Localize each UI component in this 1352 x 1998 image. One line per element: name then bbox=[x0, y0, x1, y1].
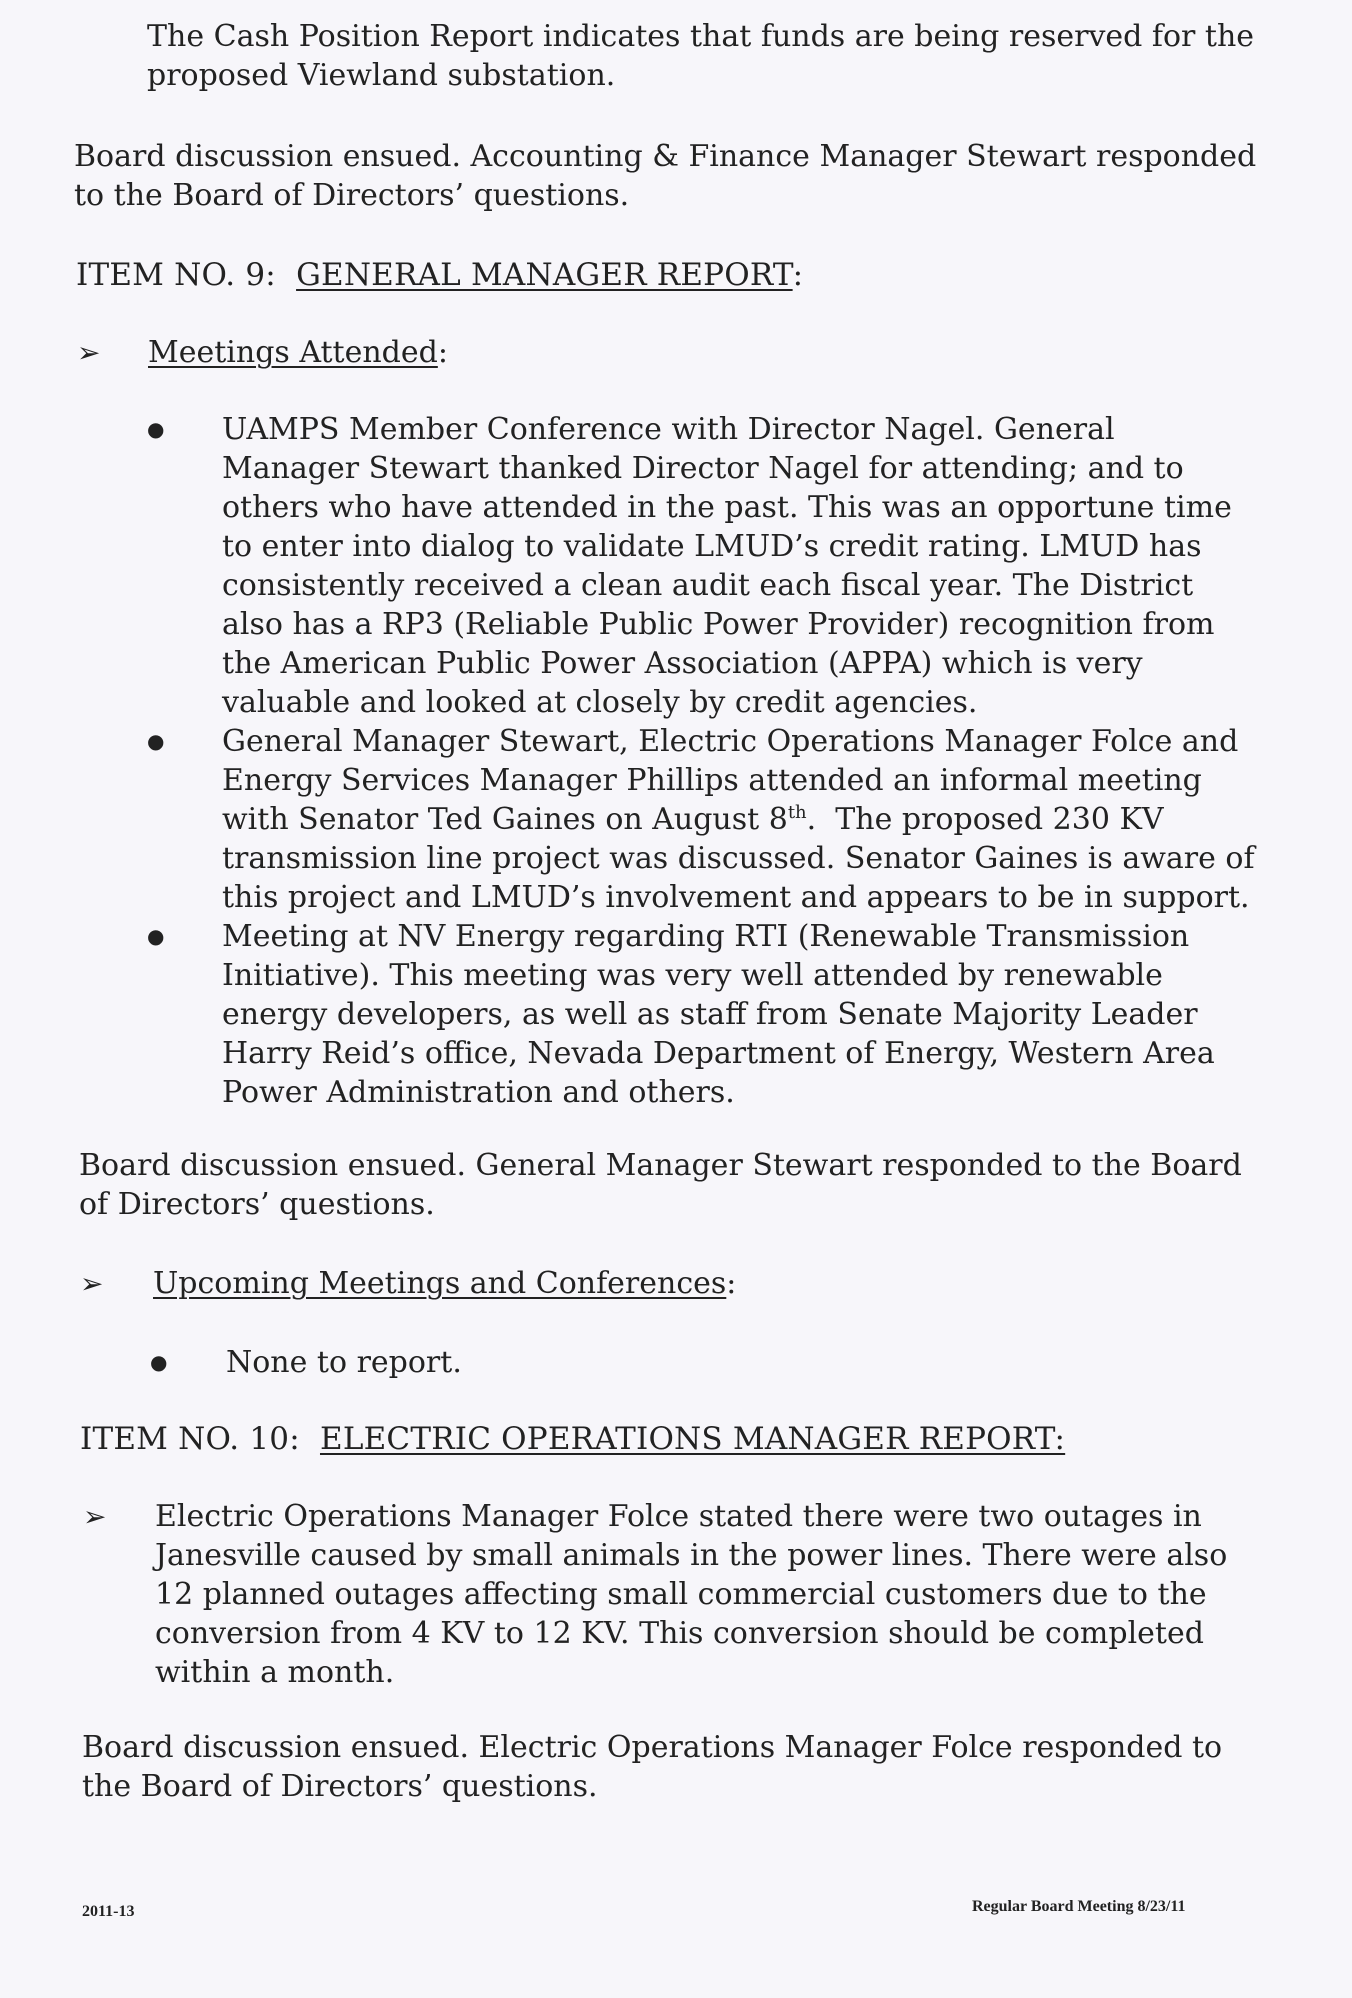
text-line: energy developers, as well as staff from Senate Majority Leader bbox=[222, 997, 1198, 1032]
text-line: the American Public Power Association (APPA) which is very bbox=[222, 646, 1143, 681]
meetings-attended-label bbox=[148, 333, 448, 372]
upcoming-meetings-title: Upcoming Meetings and Conferences bbox=[153, 1266, 727, 1301]
text-line: The Cash Position Report indicates that funds are being reserved for the bbox=[147, 19, 1255, 54]
upcoming-meetings-label bbox=[153, 1264, 736, 1303]
text-line: proposed Viewland substation. bbox=[147, 58, 616, 93]
text-line: Board discussion ensued. Electric Operations Manager Folce responded to bbox=[82, 1730, 1223, 1765]
text-line: Board discussion ensued. Accounting & Finance Manager Stewart responded bbox=[74, 139, 1257, 174]
text-line: within a month. bbox=[155, 1655, 395, 1690]
item-10-prefix: ITEM NO. 10: bbox=[80, 1421, 320, 1457]
finance-discussion-paragraph bbox=[74, 137, 1256, 215]
text-line: Janesville caused by small animals in the power lines. There were also bbox=[155, 1538, 1228, 1573]
text-fragment: with Senator Ted Gaines on August 8 bbox=[222, 802, 788, 837]
cash-position-paragraph bbox=[147, 17, 1254, 95]
text-line: UAMPS Member Conference with Director Nagel. General bbox=[222, 412, 1115, 447]
bullet-dot-icon: ● bbox=[147, 417, 165, 441]
text-line: Harry Reid’s office, Nevada Department of Energy, Western Area bbox=[222, 1036, 1215, 1071]
text-line: to enter into dialog to validate LMUD’s credit rating. LMUD has bbox=[222, 529, 1202, 564]
text-line: others who have attended in the past. This was an opportune time bbox=[222, 490, 1232, 525]
text-line: Meeting at NV Energy regarding RTI (Renewable Transmission bbox=[222, 919, 1190, 954]
arrow-bullet-icon: ➢ bbox=[77, 336, 101, 369]
text-line: to the Board of Directors’ questions. bbox=[74, 178, 630, 213]
text-line: of Directors’ questions. bbox=[79, 1187, 435, 1222]
text-line: valuable and looked at closely by credit agencies. bbox=[222, 685, 978, 720]
meetings-attended-suffix: : bbox=[437, 335, 448, 370]
upcoming-meetings-suffix: : bbox=[726, 1266, 737, 1301]
upcoming-none-item: None to report. bbox=[226, 1345, 462, 1380]
bullet-dot-icon: ● bbox=[147, 924, 165, 948]
item-9-title: GENERAL MANAGER REPORT bbox=[296, 257, 793, 293]
meetings-attended-title: Meetings Attended bbox=[148, 335, 438, 370]
footer-meeting-date: Regular Board Meeting 8/23/11 bbox=[972, 1898, 1186, 1915]
text-line bbox=[222, 800, 1255, 839]
text-line: Energy Services Manager Phillips attended an informal meeting bbox=[222, 763, 1202, 798]
arrow-bullet-icon: ➢ bbox=[83, 1500, 107, 1533]
arrow-bullet-icon: ➢ bbox=[80, 1267, 104, 1300]
item-9-heading bbox=[76, 255, 803, 295]
text-line: consistently received a clean audit each fiscal year. The District bbox=[222, 568, 1194, 603]
bullet-dot-icon: ● bbox=[150, 1350, 168, 1374]
ordinal-suffix: th bbox=[787, 802, 807, 823]
text-line: conversion from 4 KV to 12 KV. This conversion should be completed bbox=[155, 1616, 1204, 1651]
item-10-heading bbox=[80, 1419, 1065, 1459]
eo-discussion-paragraph bbox=[82, 1728, 1222, 1806]
nv-energy-meeting-item bbox=[222, 917, 1215, 1112]
uamps-conference-item bbox=[222, 410, 1232, 722]
item-9-prefix: ITEM NO. 9: bbox=[76, 257, 297, 293]
text-line: General Manager Stewart, Electric Operations Manager Folce and bbox=[222, 724, 1239, 759]
text-line: 12 planned outages affecting small commercial customers due to the bbox=[155, 1577, 1207, 1612]
senator-gaines-meeting-item bbox=[222, 722, 1255, 917]
item-9-suffix: : bbox=[792, 257, 804, 293]
text-line: the Board of Directors’ questions. bbox=[82, 1769, 598, 1804]
item-10-title: ELECTRIC OPERATIONS MANAGER REPORT: bbox=[319, 1421, 1066, 1457]
text-line: transmission line project was discussed. Senator Gaines is aware of bbox=[222, 841, 1255, 876]
text-line: Power Administration and others. bbox=[222, 1075, 735, 1110]
text-line: Board discussion ensued. General Manager Stewart responded to the Board bbox=[79, 1148, 1242, 1183]
bullet-dot-icon: ● bbox=[147, 729, 165, 753]
text-fragment: . The proposed 230 KV bbox=[806, 802, 1164, 837]
text-line: Initiative). This meeting was very well attended by renewable bbox=[222, 958, 1163, 993]
text-line: this project and LMUD’s involvement and appears to be in support. bbox=[222, 880, 1250, 915]
text-line: Electric Operations Manager Folce stated there were two outages in bbox=[155, 1499, 1202, 1534]
text-line: Manager Stewart thanked Director Nagel for attending; and to bbox=[222, 451, 1184, 486]
footer-document-number: 2011-13 bbox=[82, 1903, 135, 1920]
outages-report-paragraph bbox=[155, 1497, 1227, 1692]
gm-discussion-paragraph bbox=[79, 1146, 1242, 1224]
text-line: also has a RP3 (Reliable Public Power Provider) recognition from bbox=[222, 607, 1215, 642]
